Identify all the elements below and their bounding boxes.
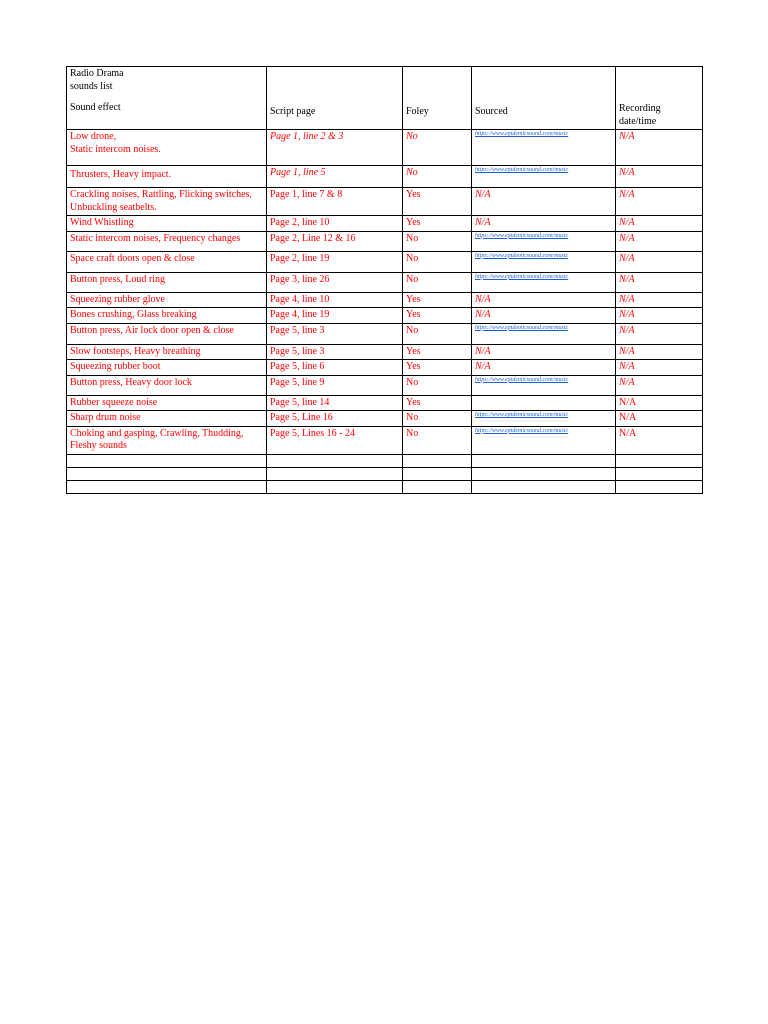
script-page-cell: Page 5, line 14 xyxy=(267,395,403,411)
empty-cell xyxy=(403,480,472,493)
script-page-cell: Page 5, line 9 xyxy=(267,375,403,395)
sourced-link[interactable]: https://www.epidemicsound.com/music xyxy=(475,427,569,434)
sound-effect-cell: Button press, Heavy door lock xyxy=(67,375,267,395)
header-sound-effect xyxy=(67,67,267,130)
sourced-cell: N/A xyxy=(472,344,616,360)
header-foley xyxy=(403,67,472,130)
header-recording-label: Recording date/time xyxy=(619,103,661,127)
sound-effect-cell: Squeezing rubber boot xyxy=(67,360,267,376)
sourced-cell xyxy=(472,166,616,188)
table-row xyxy=(67,344,703,360)
foley-cell: Yes xyxy=(403,344,472,360)
recording-cell: N/A xyxy=(616,308,703,324)
script-page-cell: Page 5, Line 16 xyxy=(267,411,403,427)
sourced-cell xyxy=(472,395,616,411)
recording-cell: N/A xyxy=(616,188,703,216)
script-page-cell: Page 1, line 2 & 3 xyxy=(267,130,403,166)
empty-cell xyxy=(67,480,267,493)
sourced-link[interactable]: https://www.epidemicsound.com/music xyxy=(475,376,569,383)
empty-cell xyxy=(67,467,267,480)
sourced-cell xyxy=(472,323,616,344)
header-foley-label: Foley xyxy=(406,105,429,117)
recording-cell: N/A xyxy=(616,360,703,376)
sourced-cell: N/A xyxy=(472,292,616,308)
table-row xyxy=(67,308,703,324)
table-row xyxy=(67,395,703,411)
foley-cell: Yes xyxy=(403,292,472,308)
empty-row xyxy=(67,467,703,480)
empty-cell xyxy=(267,454,403,467)
empty-cell xyxy=(472,454,616,467)
table-row xyxy=(67,188,703,216)
foley-cell: No xyxy=(403,251,472,272)
foley-cell: No xyxy=(403,272,472,292)
sound-effect-cell: Sharp drum noise xyxy=(67,411,267,427)
script-page-cell: Page 1, line 7 & 8 xyxy=(267,188,403,216)
sourced-link[interactable]: https://www.epidemicsound.com/music xyxy=(475,167,569,173)
foley-cell: No xyxy=(403,166,472,188)
sound-effect-cell: Slow footsteps, Heavy breathing xyxy=(67,344,267,360)
header-script-page-label: Script page xyxy=(270,105,316,117)
table-title: Radio Drama sounds list xyxy=(70,68,124,92)
sourced-cell xyxy=(472,426,616,454)
sourced-cell xyxy=(472,375,616,395)
header-sound-effect-label: Sound effect xyxy=(70,102,121,113)
sound-effect-cell: Button press, Air lock door open & close xyxy=(67,323,267,344)
empty-cell xyxy=(267,467,403,480)
sourced-cell: N/A xyxy=(472,216,616,232)
sourced-link[interactable]: https://www.epidemicsound.com/music xyxy=(475,131,569,137)
script-page-cell: Page 5, line 6 xyxy=(267,360,403,376)
sound-effect-cell xyxy=(67,166,267,188)
sourced-link[interactable]: https://www.epidemicsound.com/music xyxy=(475,232,569,239)
header-row xyxy=(67,67,703,130)
sound-effect-cell: Crackling noises, Rattling, Flicking switches, Unbuckling seatbelts. xyxy=(67,188,267,216)
foley-cell: No xyxy=(403,411,472,427)
table-row xyxy=(67,251,703,272)
table-row xyxy=(67,426,703,454)
sourced-link[interactable]: https://www.epidemicsound.com/music xyxy=(475,273,569,280)
foley-cell: No xyxy=(403,426,472,454)
recording-cell: N/A xyxy=(616,411,703,427)
recording-cell: N/A xyxy=(616,272,703,292)
table-row xyxy=(67,360,703,376)
foley-cell: Yes xyxy=(403,395,472,411)
empty-cell xyxy=(616,454,703,467)
empty-cell xyxy=(472,467,616,480)
table-row xyxy=(67,231,703,251)
header-recording xyxy=(616,67,703,130)
sourced-cell: N/A xyxy=(472,360,616,376)
sound-effect-cell: Choking and gasping, Crawling, Thudding, Fleshy sounds xyxy=(67,426,267,454)
script-page-cell: Page 2, Line 12 & 16 xyxy=(267,231,403,251)
empty-cell xyxy=(616,480,703,493)
sounds-list-table xyxy=(66,66,703,494)
script-page-cell: Page 2, line 19 xyxy=(267,251,403,272)
foley-cell: Yes xyxy=(403,308,472,324)
table-row xyxy=(67,323,703,344)
header-sourced xyxy=(472,67,616,130)
table-row xyxy=(67,375,703,395)
table-row xyxy=(67,130,703,166)
empty-cell xyxy=(403,454,472,467)
empty-cell xyxy=(616,467,703,480)
table-row xyxy=(67,411,703,427)
sourced-cell xyxy=(472,272,616,292)
sourced-cell xyxy=(472,130,616,166)
sourced-link[interactable]: https://www.epidemicsound.com/music xyxy=(475,412,569,418)
script-page-cell: Page 4, line 19 xyxy=(267,308,403,324)
empty-row xyxy=(67,454,703,467)
header-sourced-label: Sourced xyxy=(475,105,508,117)
recording-cell: N/A xyxy=(616,323,703,344)
recording-cell: N/A xyxy=(616,395,703,411)
sourced-cell xyxy=(472,411,616,427)
foley-cell: No xyxy=(403,130,472,166)
empty-cell xyxy=(267,480,403,493)
sound-effect-cell: Space craft doors open & close xyxy=(67,251,267,272)
sound-effect-cell: Bones crushing, Glass breaking xyxy=(67,308,267,324)
recording-cell: N/A xyxy=(616,166,703,188)
sound-effect-cell: Low drone, Static intercom noises. xyxy=(67,130,267,166)
empty-cell xyxy=(67,454,267,467)
empty-cell xyxy=(472,480,616,493)
foley-cell: No xyxy=(403,231,472,251)
sourced-link[interactable]: https://www.epidemicsound.com/music xyxy=(475,324,569,331)
sound-effect-cell: Static intercom noises, Frequency changes xyxy=(67,231,267,251)
script-page-cell: Page 4, line 10 xyxy=(267,292,403,308)
sourced-cell xyxy=(472,251,616,272)
foley-cell: Yes xyxy=(403,360,472,376)
recording-cell: N/A xyxy=(616,216,703,232)
sourced-cell: N/A xyxy=(472,308,616,324)
recording-cell: N/A xyxy=(616,130,703,166)
foley-cell: Yes xyxy=(403,216,472,232)
sound-effect-cell: Wind Whistling xyxy=(67,216,267,232)
sound-effect-cell: Rubber squeeze noise xyxy=(67,395,267,411)
sourced-cell xyxy=(472,231,616,251)
recording-cell: N/A xyxy=(616,375,703,395)
script-page-cell: Page 5, line 3 xyxy=(267,323,403,344)
header-script-page xyxy=(267,67,403,130)
recording-cell: N/A xyxy=(616,231,703,251)
empty-cell xyxy=(403,467,472,480)
recording-cell: N/A xyxy=(616,344,703,360)
table-row xyxy=(67,272,703,292)
script-page-cell: Page 5, line 3 xyxy=(267,344,403,360)
sound-effect-text: Thrusters, Heavy impact. xyxy=(70,169,172,180)
recording-cell: N/A xyxy=(616,251,703,272)
foley-cell: Yes xyxy=(403,188,472,216)
script-page-cell: Page 5, Lines 16 - 24 xyxy=(267,426,403,454)
table-row xyxy=(67,166,703,188)
sourced-link[interactable]: https://www.epidemicsound.com/music xyxy=(475,252,569,259)
foley-cell: No xyxy=(403,323,472,344)
sound-effect-cell: Squeezing rubber glove xyxy=(67,292,267,308)
script-page-cell: Page 2, line 10 xyxy=(267,216,403,232)
recording-cell: N/A xyxy=(616,426,703,454)
foley-cell: No xyxy=(403,375,472,395)
sound-effect-cell: Button press, Loud ring xyxy=(67,272,267,292)
script-page-cell: Page 1, line 5 xyxy=(267,166,403,188)
table-row xyxy=(67,216,703,232)
table-row xyxy=(67,292,703,308)
recording-cell: N/A xyxy=(616,292,703,308)
sourced-cell: N/A xyxy=(472,188,616,216)
script-page-cell: Page 3, line 26 xyxy=(267,272,403,292)
empty-row xyxy=(67,480,703,493)
